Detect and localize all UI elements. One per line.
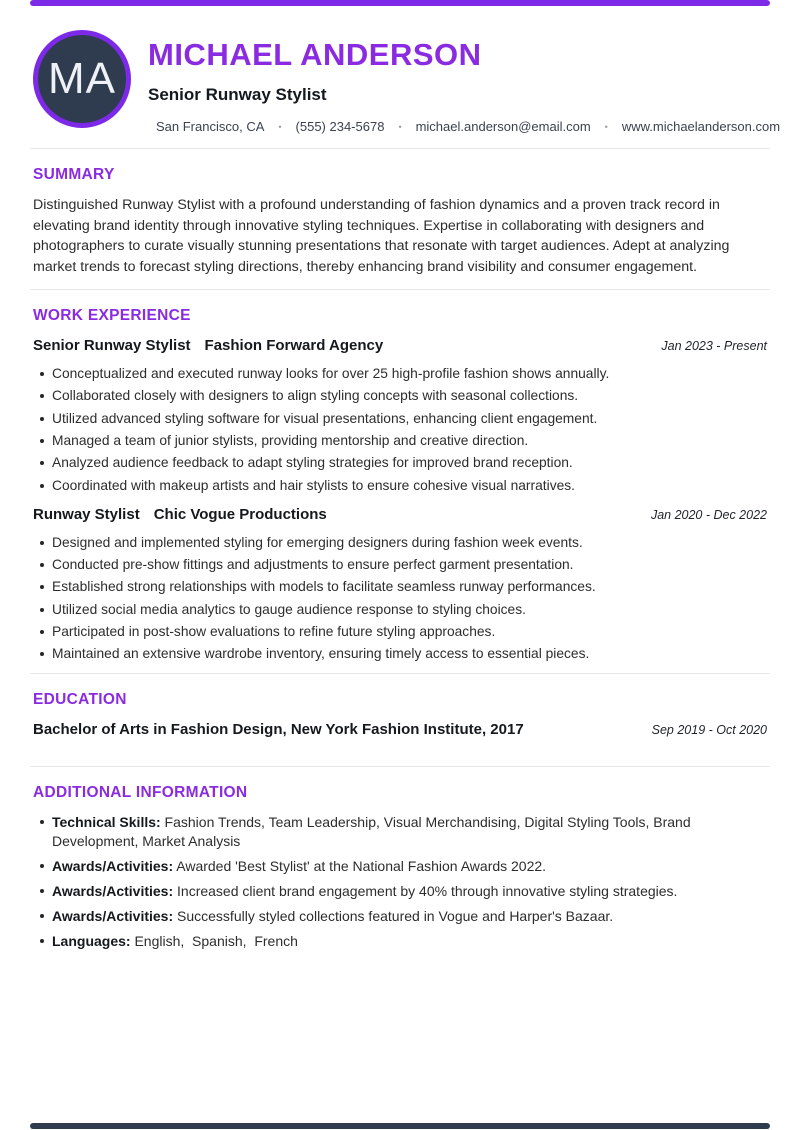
summary-section	[0, 166, 800, 277]
candidate-name: MICHAEL ANDERSON	[148, 37, 482, 72]
job-bullet-list	[33, 366, 767, 494]
job-bullet: Conceptualized and executed runway looks for over 25 high-profile fashion shows annually.	[33, 366, 767, 382]
item-label: Technical Skills:	[52, 813, 161, 830]
job-bullet: Participated in post-show evaluations to refine future styling approaches.	[33, 624, 767, 640]
summary-text: Distinguished Runway Stylist with a profound understanding of fashion dynamics and a proven track record in elevating brand identity through innovative styling techniques. Expertise in collaborating with designers and photographers to curate visually stunning presentations that resonate with target audiences. Adept at analyzing market trends to forecast styling directions, thereby enhancing brand visibility and consumer engagement.	[33, 197, 730, 275]
job-bullet: Established strong relationships with models to facilitate seamless runway performances.	[33, 579, 767, 595]
education-degree: Bachelor of Arts in Fashion Design, New York Fashion Institute, 2017	[33, 720, 524, 738]
job-bullet: Coordinated with makeup artists and hair stylists to ensure cohesive visual narratives.	[33, 478, 767, 494]
job-bullet: Analyzed audience feedback to adapt styling strategies for improved brand reception.	[33, 455, 767, 471]
job-bullet: Designed and implemented styling for emerging designers during fashion week events.	[33, 535, 767, 551]
contact-separator-dot: •	[278, 121, 282, 132]
education-dates: Sep 2019 - Oct 2020	[651, 722, 767, 737]
job-bullet: Utilized social media analytics to gauge audience response to styling choices.	[33, 602, 767, 618]
contact-location: San Francisco, CA	[156, 119, 265, 135]
job-header-row	[33, 337, 767, 355]
item-text: Fashion Trends, Team Leadership, Visual Merchandising, Digital Styling Tools, Brand Development, Market Analysis	[52, 813, 695, 849]
job-bullet: Managed a team of junior stylists, providing mentorship and creative direction.	[33, 433, 767, 449]
item-text: Awarded 'Best Stylist' at the National Fashion Awards 2022.	[173, 857, 547, 874]
job-company: Fashion Forward Agency	[204, 337, 384, 355]
job-bullet: Conducted pre-show fittings and adjustments to ensure perfect garment presentation.	[33, 557, 767, 573]
contact-separator-dot: •	[398, 121, 402, 132]
additional-info-item	[33, 813, 753, 851]
header-text	[148, 30, 781, 135]
item-label: Awards/Activities:	[52, 907, 174, 924]
education-section	[0, 691, 800, 738]
avatar	[33, 30, 131, 128]
job-title-company	[33, 337, 383, 355]
item-label: Awards/Activities:	[52, 857, 174, 874]
divider	[30, 148, 770, 149]
job-bullet: Utilized advanced styling software for visual presentations, enhancing client engagement.	[33, 411, 767, 427]
additional-info-list	[33, 813, 767, 951]
item-text: Successfully styled collections featured in Vogue and Harper's Bazaar.	[173, 907, 614, 924]
education-heading: EDUCATION	[33, 690, 127, 708]
work-experience-heading: WORK EXPERIENCE	[33, 307, 191, 325]
contact-website[interactable]: www.michaelanderson.com	[621, 119, 781, 135]
divider	[30, 289, 770, 290]
job-dates: Jan 2023 - Present	[661, 339, 767, 354]
bottom-accent-bar	[30, 1123, 770, 1129]
job-dates: Jan 2020 - Dec 2022	[650, 507, 767, 522]
job-bullet: Collaborated closely with designers to align styling concepts with seasonal collections.	[33, 388, 767, 404]
job-title-company	[33, 506, 327, 524]
avatar-initials: MA	[48, 54, 116, 103]
job-title: Senior Runway Stylist	[33, 337, 191, 355]
education-row	[33, 721, 767, 738]
job-company: Chic Vogue Productions	[153, 505, 327, 523]
additional-info-item	[33, 907, 753, 926]
candidate-title: Senior Runway Stylist	[148, 85, 327, 105]
job-title: Runway Stylist	[33, 505, 140, 523]
job-header-row	[33, 506, 767, 524]
contact-separator-dot: •	[604, 121, 608, 132]
work-experience-section	[0, 307, 800, 663]
contact-row	[148, 119, 781, 135]
item-label: Awards/Activities:	[52, 882, 174, 899]
job-bullet: Maintained an extensive wardrobe inventory, ensuring timely access to essential pieces.	[33, 646, 767, 662]
divider	[30, 766, 770, 767]
additional-info-item	[33, 932, 753, 951]
additional-information-section	[0, 784, 800, 951]
job-bullet-list	[33, 535, 767, 663]
resume-header	[0, 0, 800, 134]
additional-info-item	[33, 857, 753, 876]
divider	[30, 673, 770, 674]
item-label: Languages:	[52, 932, 131, 949]
contact-phone: (555) 234-5678	[295, 119, 385, 135]
summary-heading: SUMMARY	[33, 166, 115, 184]
additional-information-heading: ADDITIONAL INFORMATION	[33, 783, 248, 801]
contact-email[interactable]: michael.anderson@email.com	[415, 119, 591, 135]
top-accent-bar	[30, 0, 770, 6]
item-text: English, Spanish, French	[130, 932, 298, 949]
additional-info-item	[33, 882, 753, 901]
item-text: Increased client brand engagement by 40% through innovative styling strategies.	[173, 882, 678, 899]
